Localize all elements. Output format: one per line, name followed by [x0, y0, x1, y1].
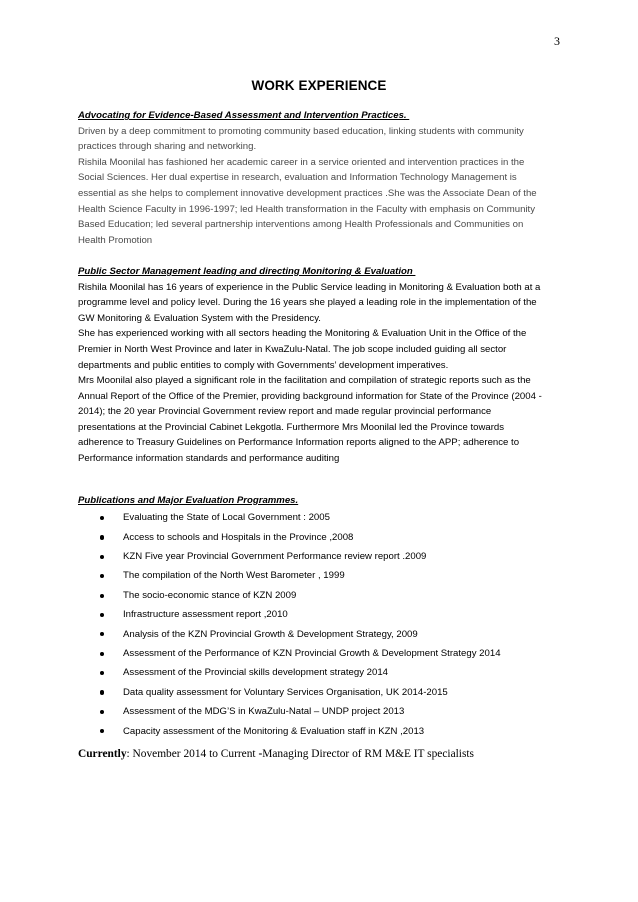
paragraph-line: programme level and policy level. During the 16 years she played a leading role in the implementation of the [78, 297, 537, 309]
paragraph-line: Driven by a deep commitment to promoting community based education, linking students with community [78, 125, 524, 137]
list-item-text: KZN Five year Provincial Government Performance review report .2009 [123, 551, 427, 563]
bullet-icon [100, 555, 104, 559]
list-item-text: Access to schools and Hospitals in the Province ,2008 [123, 531, 354, 543]
bullet-icon [100, 710, 104, 714]
list-item [98, 566, 563, 585]
currently-label: Currently [78, 747, 127, 760]
paragraph-line: Rishila Moonilal has 16 years of experience in the Public Service leading in Monitoring & Evaluation both at a [78, 281, 541, 293]
spacer [78, 248, 563, 264]
list-item [98, 508, 563, 527]
section-public-sector [78, 264, 563, 467]
list-item [98, 683, 563, 702]
bullet-icon [100, 632, 104, 636]
bullet-icon [100, 671, 104, 675]
paragraph-line: Mrs Moonilal also played a significant role in the facilitation and compilation of strategic reports such as the [78, 375, 531, 387]
paragraph-line: Social Sciences. Her dual expertise in research, evaluation and Information Technology Management is [78, 172, 517, 184]
bullet-icon [100, 574, 104, 578]
paragraph-line: Health Science Faculty in 1996-1997; led Health transformation in the Faculty with emphasis on Community [78, 203, 535, 215]
list-item-text: Analysis of the KZN Provincial Growth & Development Strategy, 2009 [123, 628, 418, 640]
paragraph-line: adherence to Treasury Guidelines on Performance Information reports aligned to the APP; adherence to [78, 437, 520, 449]
list-item [98, 663, 563, 682]
page-title: WORK EXPERIENCE [251, 78, 387, 93]
list-item [98, 644, 563, 663]
currently-line [78, 747, 563, 762]
section-heading-advocating: Advocating for Evidence-Based Assessment and Intervention Practices. [78, 110, 410, 121]
list-item-text: The compilation of the North West Barometer , 1999 [123, 570, 345, 582]
paragraph-line: Premier in North West Province and later in KwaZulu-Natal. The job scope included guiding all sector [78, 343, 507, 355]
list-item [98, 528, 563, 547]
spacer [78, 467, 563, 493]
paragraph-line: She has experienced working with all sectors heading the Monitoring & Evaluation Unit in the Office of the [78, 328, 527, 340]
paragraph-line: Based Education; led several partnership interventions among Health Professionals and Communities on [78, 219, 524, 231]
paragraph-line: presentations at the Provincial Cabinet Lekgotla. Furthermore Mrs Moonilal led the Province towards [78, 421, 505, 433]
section-publications [78, 493, 563, 741]
document-body [78, 108, 563, 762]
paragraph-line: essential as she helps to complement innovative development practices .She was the Associate Dean of the [78, 187, 537, 199]
section-advocating [78, 108, 563, 248]
paragraph-line: Annual Report of the Office of the Premier, providing background information for State of the Province (2004 - [78, 390, 542, 402]
page-number: 3 [554, 34, 560, 48]
paragraph-line: Health Promotion [78, 234, 153, 246]
currently-dash: - [258, 747, 263, 760]
list-item-text: Assessment of the Performance of KZN Provincial Growth & Development Strategy 2014 [123, 647, 501, 659]
publications-list [78, 508, 563, 741]
bullet-icon [100, 652, 104, 656]
bullet-icon [100, 690, 104, 694]
list-item-text: Infrastructure assessment report ,2010 [123, 609, 288, 621]
bullet-icon [100, 516, 104, 520]
list-item-text: Capacity assessment of the Monitoring & Evaluation staff in KZN ,2013 [123, 725, 425, 737]
currently-role: Managing Director of RM M&E IT specialists [262, 747, 474, 760]
list-item-text: Assessment of the MDG’S in KwaZulu-Natal – UNDP project 2013 [123, 706, 405, 718]
list-item [98, 625, 563, 644]
list-item [98, 722, 563, 741]
paragraph-line: Rishila Moonilal has fashioned her academic career in a service oriented and intervention practices in the [78, 156, 525, 168]
list-item [98, 702, 563, 721]
bullet-icon [100, 613, 104, 617]
list-item [98, 586, 563, 605]
list-item-text: Data quality assessment for Voluntary Services Organisation, UK 2014-2015 [123, 686, 448, 698]
paragraph-line: practices through sharing and networking. [78, 141, 257, 153]
paragraph-line: 2014); the 20 year Provincial Government review report and made regular provincial performance [78, 406, 492, 418]
list-item [98, 605, 563, 624]
list-item-text: Evaluating the State of Local Government : 2005 [123, 512, 330, 524]
bullet-icon [100, 535, 104, 539]
list-item-text: The socio-economic stance of KZN 2009 [123, 589, 297, 601]
paragraph-line: Performance information standards and performance auditing [78, 453, 340, 465]
paragraph-line: GW Monitoring & Evaluation System with the Presidency. [78, 312, 321, 324]
bullet-icon [100, 729, 104, 733]
bullet-icon [100, 594, 104, 598]
section-heading-public-sector: Public Sector Management leading and directing Monitoring & Evaluation [78, 265, 416, 277]
paragraph-line: departments and public entities to comply with Governments’ development imperatives. [78, 359, 449, 371]
currently-period: : November 2014 to Current [126, 747, 259, 760]
list-item-text: Assessment of the Provincial skills development strategy 2014 [123, 667, 389, 679]
section-heading-publications: Publications and Major Evaluation Programmes. [78, 494, 299, 506]
list-item [98, 547, 563, 566]
